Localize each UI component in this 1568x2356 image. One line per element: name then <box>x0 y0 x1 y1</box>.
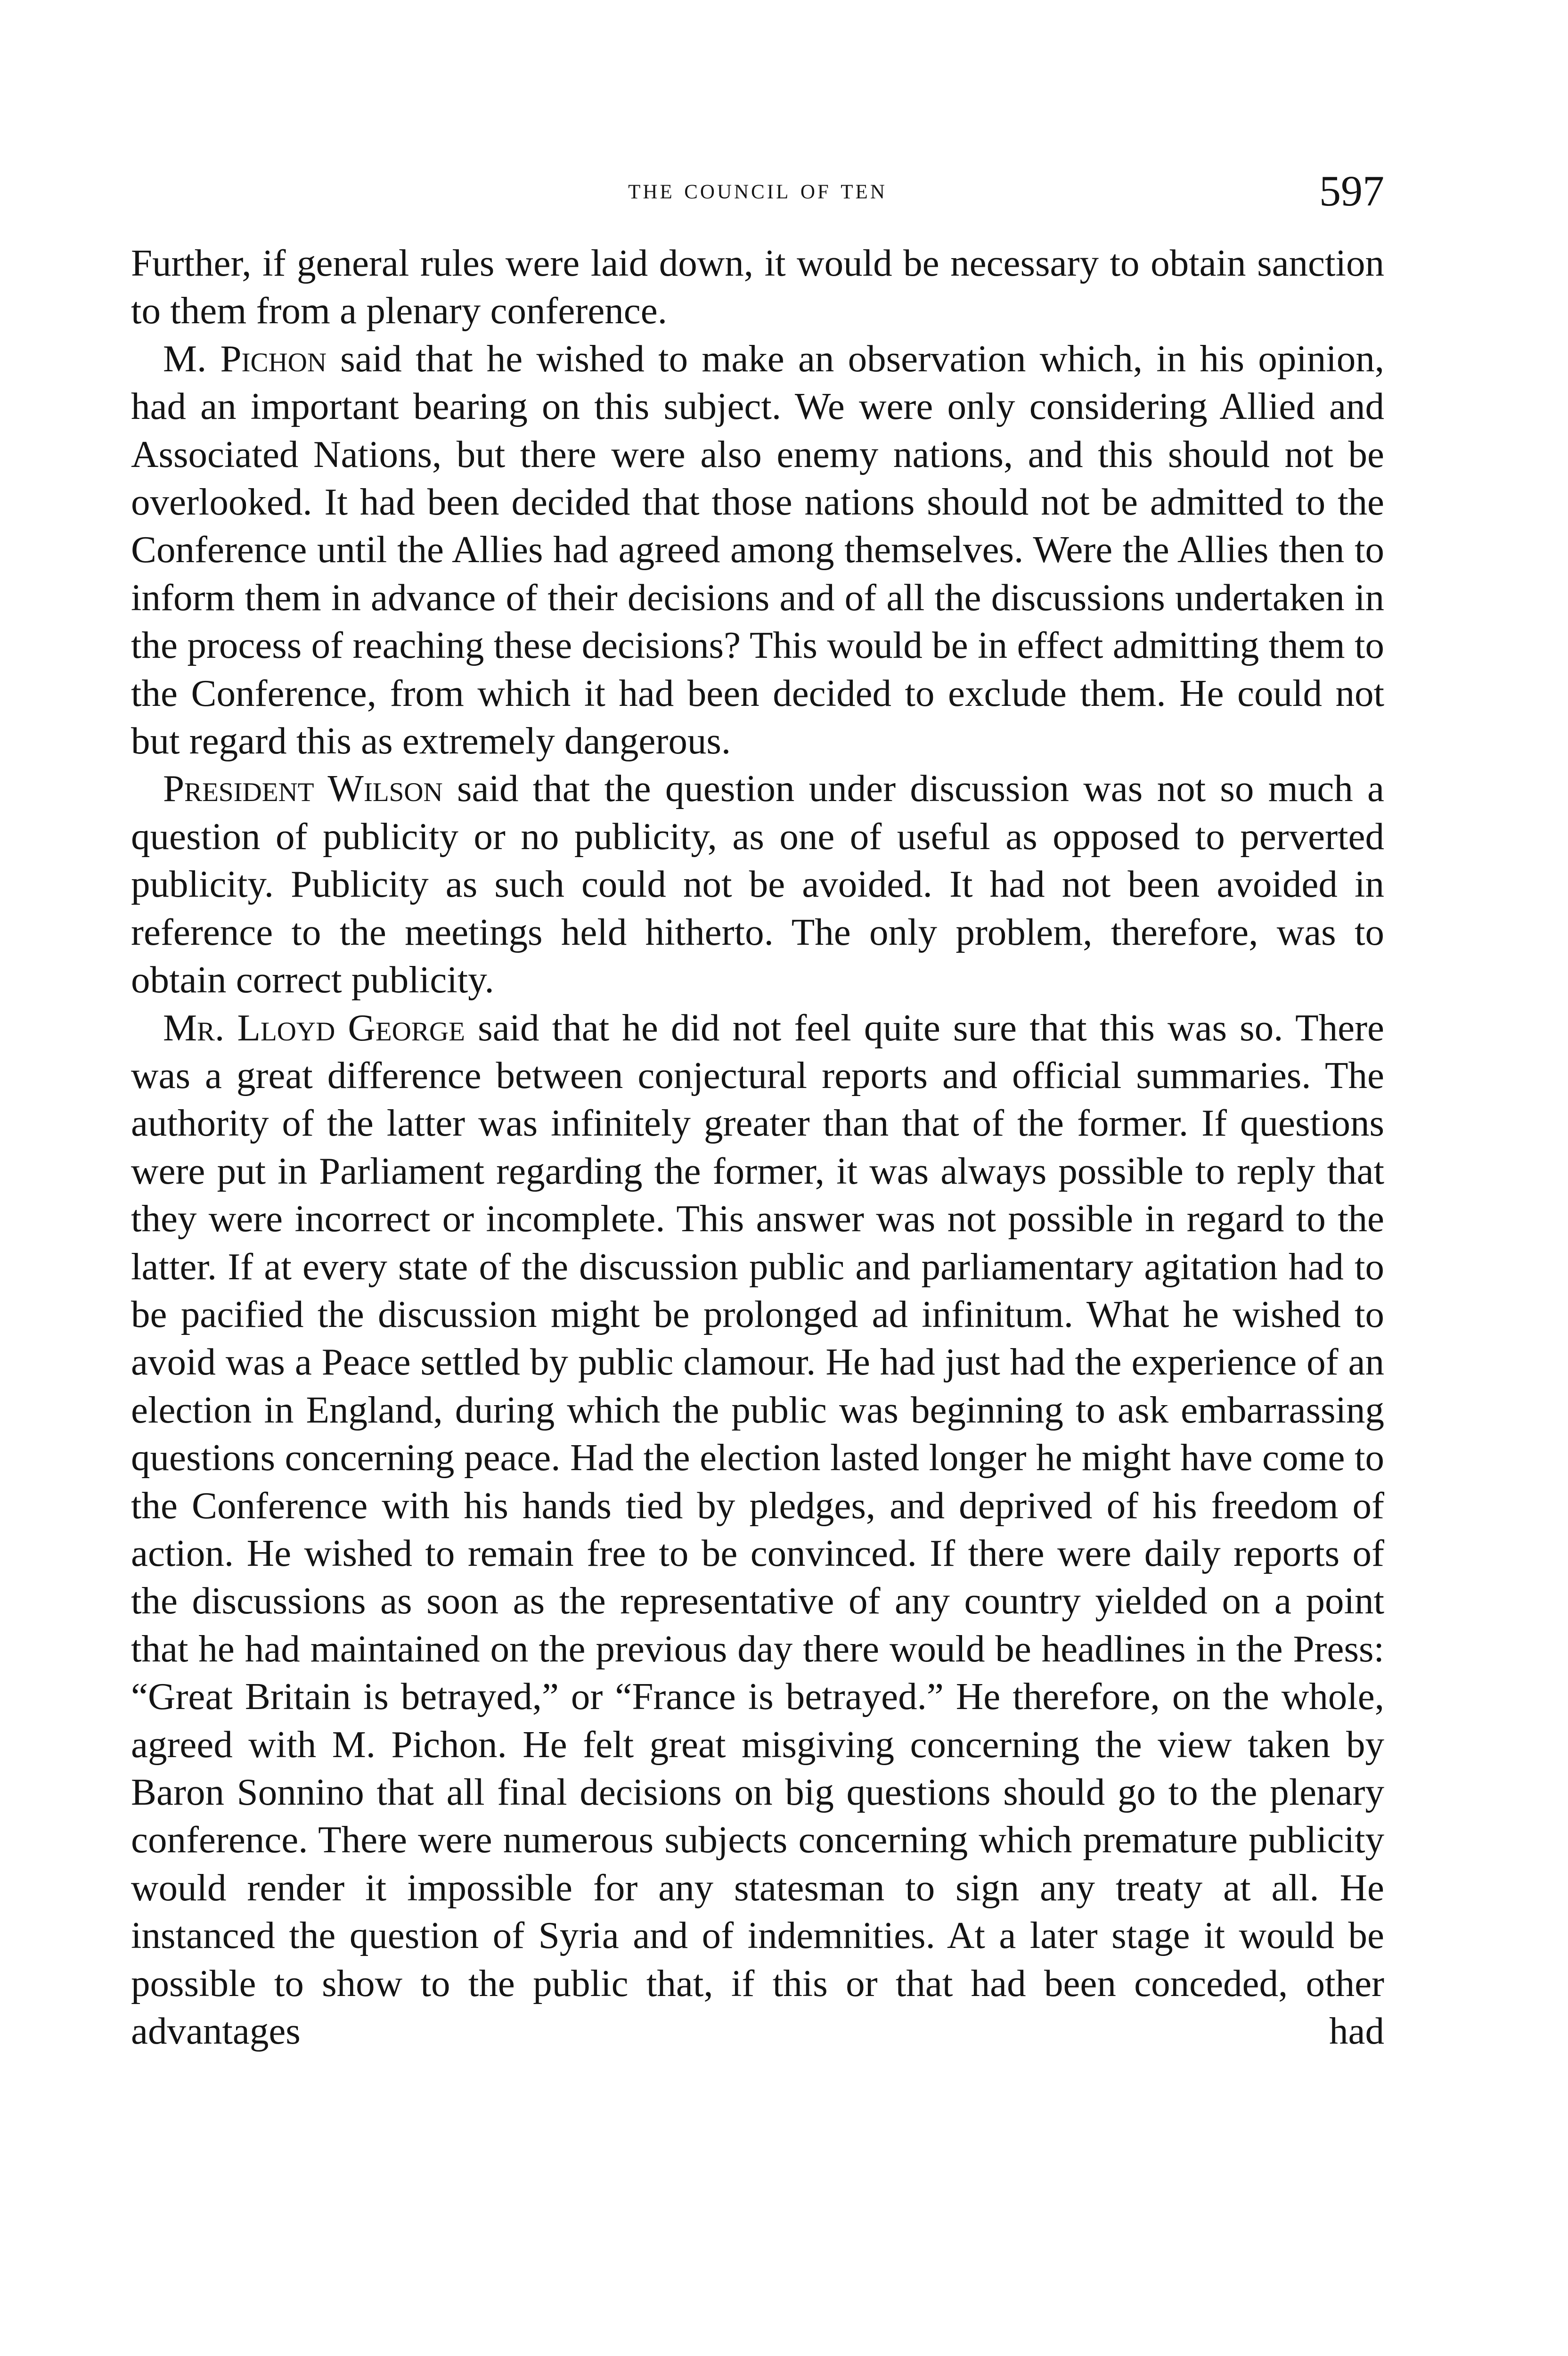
speaker-name: President Wilson <box>163 767 443 810</box>
paragraph-text: Further, if general rules were laid down, it would be necessary to obtain sanction to them from a plenary conference. <box>131 242 1384 332</box>
speaker-name: M. Pichon <box>163 337 327 380</box>
running-head <box>131 166 1384 222</box>
running-title: the council of ten <box>628 173 887 205</box>
paragraph-lloyd-george <box>131 1004 1384 2055</box>
paragraph-pichon <box>131 335 1384 765</box>
paragraph-continuation <box>131 239 1384 335</box>
body-text <box>131 239 1384 2055</box>
paragraph-text: said that he wished to make an observation which, in his opinion, had an important bearing on this subject. We were only considering Allied and Associated Nations, but there were also enemy nations, and this should not be overlooked. It had been decided that those nations should not be admitted to the Conference until the Allies had agreed among themselves. Were the Allies then to inform them in advance of their decisions and of all the discussions undertaken in the process of reaching these decisions? This would be in effect admitting them to the Conference, from which it had been decided to exclude them. He could not but regard this as extremely dangerous. <box>131 337 1384 762</box>
page-number: 597 <box>1319 167 1384 215</box>
paragraph-text: said that the question under discussion was not so much a question of publicity or no publicity, as one of useful as opposed to perverted publicity. Publicity as such could not be avoided. It had not been avoided in reference to the meetings held hitherto. The only problem, therefore, was to obtain correct publicity. <box>131 767 1384 1001</box>
paragraph-text: said that he did not feel quite sure that this was so. There was a great difference between conjectural reports and official summaries. The authority of the latter was infinitely greater than that of the former. If questions were put in Parliament regarding the former, it was always possible to reply that they were incorrect or incomplete. This answer was not possible in regard to the latter. If at every state of the discussion public and parliamentary agitation had to be pacified the discussion might be prolonged ad infinitum. What he wished to avoid was a Peace settled by public clamour. He had just had the experience of an election in England, during which the public was beginning to ask embarrassing questions concerning peace. Had the election lasted longer he might have come to the Conference with his hands tied by pledges, and deprived of his freedom of action. He wished to remain free to be convinced. If there were daily reports of the discussions as soon as the representative of any country yielded on a point that he had maintained on the previous day there would be headlines in the Press: “Great Britain is betrayed,” or “France is betrayed.” He therefore, on the whole, agreed with M. Pichon. He felt great misgiving concerning the view taken by Baron Sonnino that all final decisions on big questions should go to the plenary conference. There were numerous subjects concerning which premature publicity would render it impossible for any statesman to sign any treaty at all. He instanced the question of Syria and of indemnities. At a later stage it would be possible to show to the public that, if this or that had been conceded, other advantages had <box>131 1006 1384 2053</box>
paragraph-wilson <box>131 765 1384 1004</box>
speaker-name: Mr. Lloyd George <box>163 1006 465 1049</box>
